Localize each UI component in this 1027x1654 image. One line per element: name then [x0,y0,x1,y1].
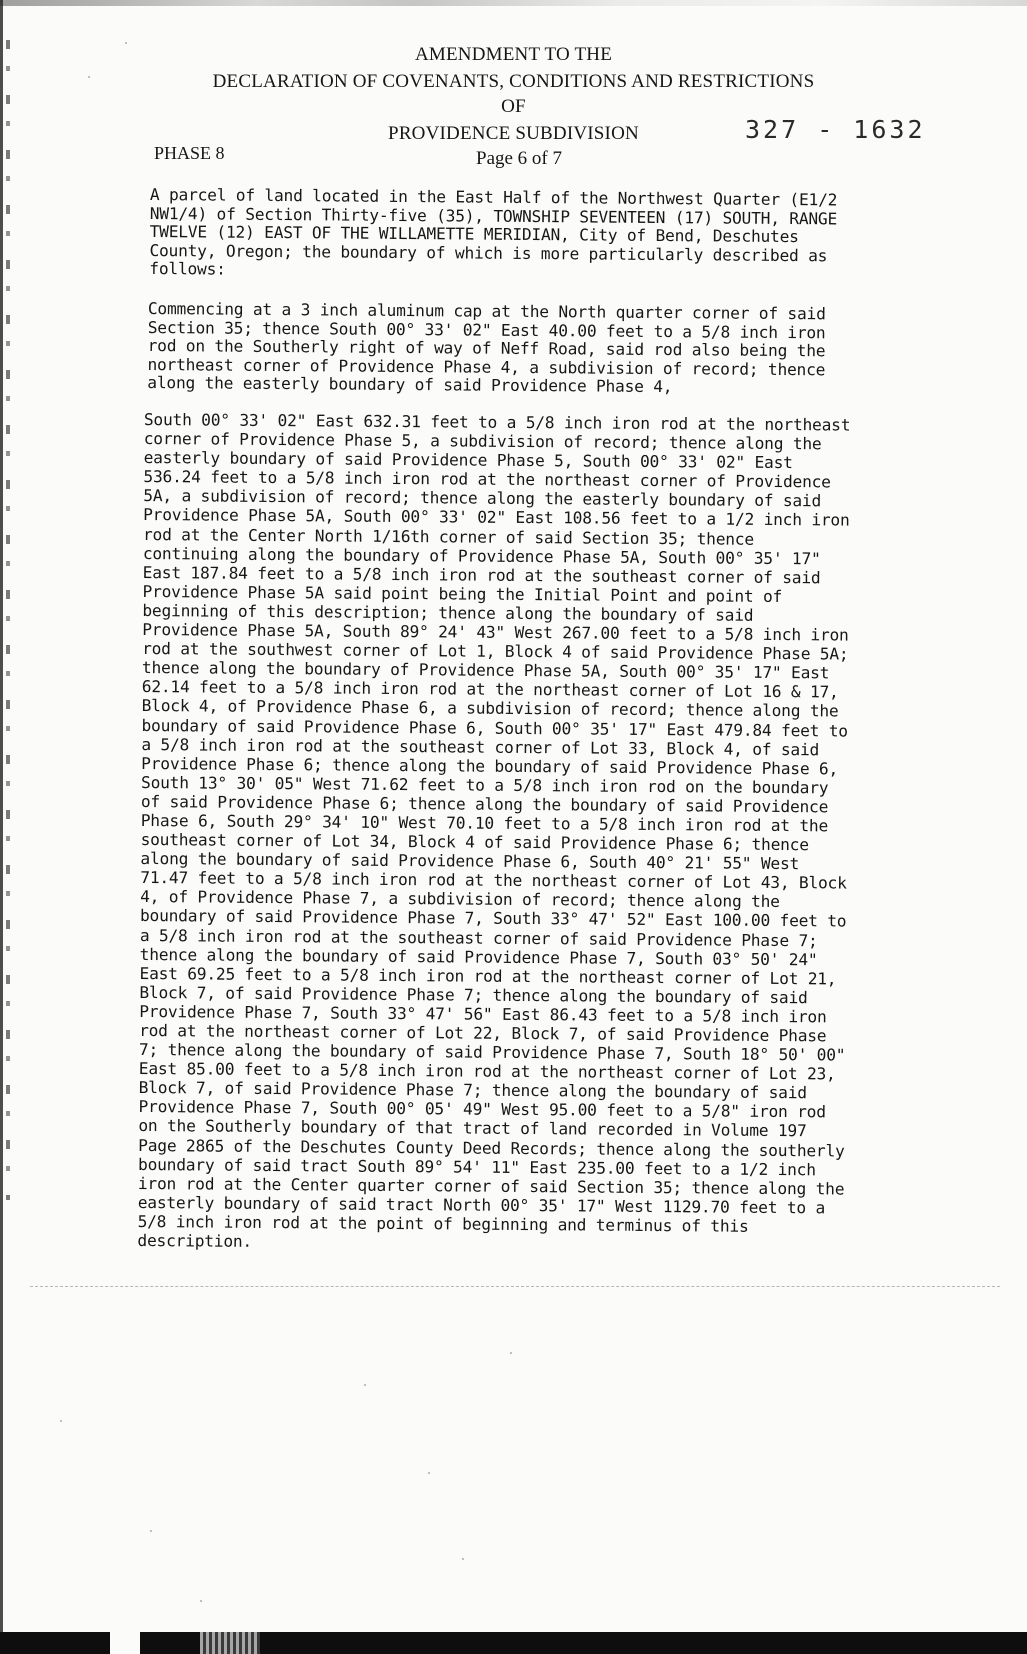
scan-bottom-noise [200,1632,260,1654]
scan-bottom-edge [0,1632,1027,1654]
scan-bottom-gap [110,1632,140,1654]
scan-top-edge [0,0,1027,6]
scan-speck [150,1530,152,1532]
page-number: Page 6 of 7 [476,148,563,169]
scan-left-marks [6,40,10,1200]
scan-speck [364,1384,366,1386]
legal-description-commencing: Commencing at a 3 inch aluminum cap at the North quarter corner of said Section 35; thence South 00° 33' 02" East 40.00 feet to a 5/8 inch iron rod on the Southerly right of way of Neff Road, said rod also being the northeast corner of Providence Phase 4, a subdivision of record; thence along the easterly boundary of said Providence Phase 4, [147,299,836,397]
scan-speck [428,1472,430,1474]
phase-label: PHASE 8 [154,143,225,163]
scan-left-edge [0,0,3,1654]
legal-description-courses: South 00° 33' 02" East 632.31 feet to a 5/8 inch iron rod at the northeast corner of Providence Phase 5, a subdivision of record; thence along the easterly boundary of said Providence Phase 5, South 00° 33' 02" East 536.24 feet to a 5/8 inch iron rod at the northeast corner of Providence 5A, a subdivision of record; thence along the easterly boundary of said Providence Phase 5A, South 00° 33' 02" East 108.56 feet to a 1/2 inch iron rod at the Center North 1/16th corner of said Section 35; thence continuing along the boundary of Providence Phase 5A, South 00° 35' 17" East 187.84 feet to a 5/8 inch iron rod at the southeast corner of said Providence Phase 5A said point being the Initial Point and point of beginning of this description; thence along the boundary of said Providence Phase 5A, South 89° 24' 43" West 267.00 feet to a 5/8 inch iron rod at the southwest corner of Lot 1, Block 4 of said Providence Phase 5A; thence along the boundary of Providence Phase 5A, South 00° 35' 17" East 62.14 feet to a 5/8 inch iron rod at the northeast corner of Lot 16 & 17, Block 4, of Providence Phase 6, a subdivision of record; thence along the boundary of said Providence Phase 6, South 00° 35' 17" East 479.84 feet to a 5/8 inch iron rod at the southeast corner of Lot 33, Block 4, of said Providence Phase 6; thence along the boundary of said Providence Phase 6, South 13° 30' 05" West 71.62 feet to a 5/8 inch iron rod on the boundary of said Providence Phase 6; thence along the boundary of said Providence Phase 6, South 29° 34' 10" West 70.10 feet to a 5/8 inch iron rod at the southeast corner of Lot 34, Block 4 of said Providence Phase 6; thence along the boundary of said Providence Phase 6, South 40° 21' 55" West 71.47 feet to a 5/8 inch iron rod at the northeast corner of Lot 43, Block 4, of Providence Phase 7, a subdivision of record; thence along the boundary of said Providence Phase 7, South 33° 47' 52" East 100.00 feet to a 5/8 inch iron rod at the southeast corner of said Providence Phase 7; thence along the boundary of said Providence Phase 7, South 03° 50' 24" East 69.25 feet to a 5/8 inch iron rod at the northeast corner of Lot 21, Block 7, of said Providence Phase 7; thence along the boundary of said Providence Phase 7, South 33° 47' 56" East 86.43 feet to a 5/8 inch iron rod at the northeast corner of Lot 22, Block 7, of said Providence Phase 7; thence along the boundary of said Providence Phase 7, South 18° 50' 00" East 85.00 feet to a 5/8 inch iron rod at the northeast corner of Lot 23, Block 7, of said Providence Phase 7; thence along the boundary of said Providence Phase 7, South 00° 05' 49" West 95.00 feet to a 5/8" iron rod on the Southerly boundary of that tract of land recorded in Volume 197 Page 2865 of the Deschutes County Deed Records; thence along the southerly boundary of said tract South 89° 54' 11" East 235.00 feet to a 1/2 inch iron rod at the Center quarter corner of said Section 35; thence along the easterly boundary of said tract North 00° 35' 17" West 1129.70 feet to a 5/8 inch iron rod at the point of beginning and terminus of this description. [137,410,860,1251]
title-line-1: AMENDMENT TO THE [414,44,613,65]
scan-speck [462,1558,464,1560]
scan-speck [200,1600,202,1602]
scan-speck [510,1352,512,1354]
scan-speck [125,42,127,44]
scan-speck [88,76,90,78]
recording-number: 327 - 1632 [745,115,926,144]
title-line-4: PROVIDENCE SUBDIVISION [388,123,639,144]
scan-speck [60,1420,62,1422]
legal-description-intro: A parcel of land located in the East Half of the Northwest Quarter (E1/2 NW1/4) of Section Thirty-five (35), TOWNSHIP SEVENTEEN (17) SOUTH, RANGE TWELVE (12) EAST OF THE WILLAMETTE MERIDIAN, City of Bend, Deschutes County, Oregon; the boundary of which is more particularly described as follows: [149,185,847,279]
scan-fold-line [30,1286,1000,1287]
title-line-2: DECLARATION OF COVENANTS, CONDITIONS AND RESTRICTIONS [212,71,815,92]
title-line-3: OF [501,96,526,117]
